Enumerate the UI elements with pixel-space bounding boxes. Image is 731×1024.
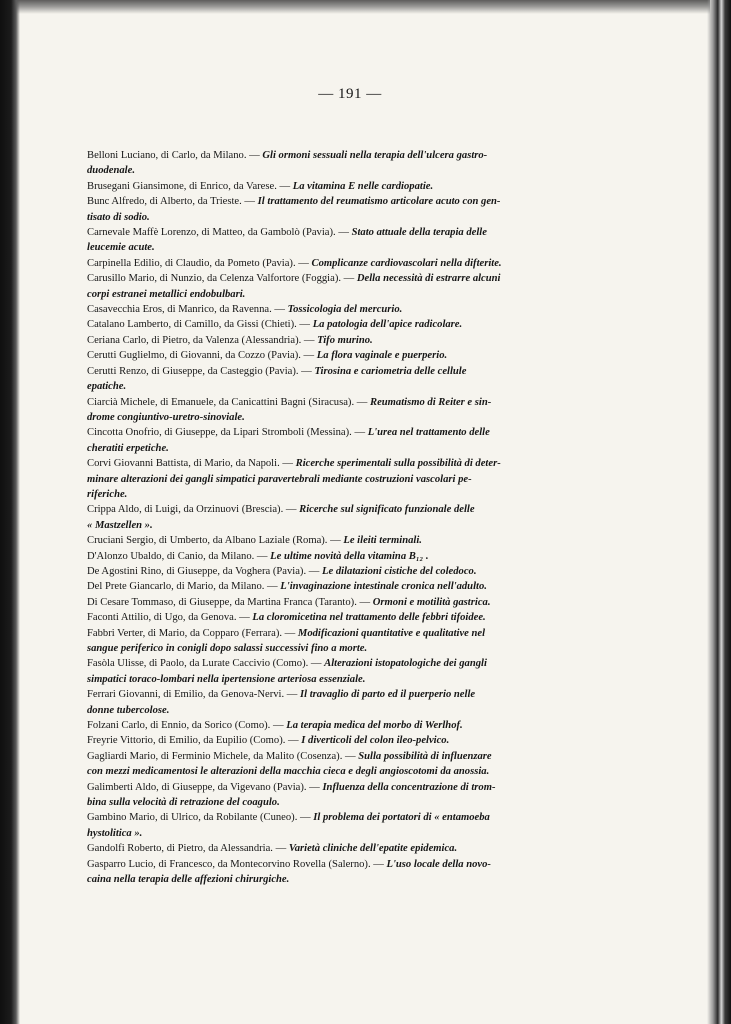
entry-author: Cerutti Guglielmo, di Giovanni, da Cozzo (Pavia). —	[87, 350, 315, 362]
entry-author: Catalano Lamberto, di Camillo, da Gissi (Chieti). —	[87, 319, 311, 331]
entry-title: Varietà cliniche dell'epatite epidemica.	[288, 843, 458, 855]
entry-title: L'urea nel trattamento delle	[367, 427, 490, 439]
thesis-entry	[87, 718, 627, 733]
entry-title: Ricerche sperimentali sulla possibilità di deter-	[295, 458, 501, 470]
entry-author: Casavecchia Eros, di Manrico, da Ravenna. —	[87, 304, 285, 316]
entry-author: Folzani Carlo, di Ennio, da Sorico (Como). —	[87, 720, 284, 732]
entry-title: La vitamina E nelle cardiopatie.	[292, 180, 434, 192]
entry-author: Fabbri Verter, di Mario, da Copparo (Ferrara). —	[87, 627, 296, 639]
entry-author: Gagliardi Mario, di Ferminio Michele, da Malito (Cosenza). —	[87, 750, 356, 762]
entry-title: Tirosina e cariometria delle cellule	[314, 365, 467, 377]
thesis-entry	[87, 564, 627, 579]
entry-title: Influenza della concentrazione di trom-	[322, 781, 496, 793]
entry-author: Cincotta Onofrio, di Giuseppe, da Lipari Stromboli (Messina). —	[87, 427, 366, 439]
entry-title: Tifo murino.	[317, 334, 373, 346]
thesis-entry	[87, 656, 627, 687]
entry-author: Gandolfi Roberto, di Pietro, da Alessandria. —	[87, 843, 287, 855]
entry-title-continuation: bina sulla velocità di retrazione del coagulo.	[87, 797, 280, 809]
entry-title: L'invaginazione intestinale cronica nell'adulto.	[280, 581, 487, 593]
entry-author: Corvi Giovanni Battista, di Mario, da Napoli. —	[87, 458, 293, 470]
entry-title: Modificazioni quantitative e qualitative nel	[297, 627, 486, 639]
entry-title: Il trattamento del reumatismo articolare acuto con gen-	[257, 196, 501, 208]
entry-author: Cruciani Sergio, di Umberto, da Albano Laziale (Roma). —	[87, 535, 341, 547]
thesis-entry	[87, 579, 627, 594]
entry-author: Fasòla Ulisse, di Paolo, da Lurate Caccivio (Como). —	[87, 658, 322, 670]
thesis-entry	[87, 317, 627, 332]
entry-author: Carpinella Edilio, di Claudio, da Pometo (Pavia). —	[87, 257, 309, 269]
thesis-entry	[87, 549, 627, 564]
entry-title: Complicanze cardiovascolari nella difterite.	[311, 257, 502, 269]
thesis-entry	[87, 148, 627, 179]
entry-title-continuation: sangue periferico in conigli dopo salassi successivi fino a morte.	[87, 643, 368, 654]
page-number: — 191 —	[318, 86, 382, 102]
entry-title: La flora vaginale e puerperio.	[316, 350, 448, 362]
entry-title-continuation: epatiche.	[87, 381, 127, 393]
entry-author: Ciarcià Michele, di Emanuele, da Canicattini Bagni (Siracusa). —	[87, 396, 368, 408]
entry-title: Gli ormoni sessuali nella terapia dell'ulcera gastro-	[262, 150, 488, 161]
entry-title: Reumatismo di Reiter e sin-	[370, 396, 492, 408]
entry-title: Tossicologia del mercurio.	[287, 304, 403, 316]
thesis-entry	[87, 179, 627, 194]
thesis-entry	[87, 841, 627, 856]
entry-title: Le ileiti terminali.	[343, 535, 422, 547]
thesis-entry	[87, 225, 627, 256]
entry-author: D'Alonzo Ubaldo, di Canio, da Milano. —	[87, 550, 268, 562]
thesis-entry	[87, 733, 627, 748]
entry-author: Ferrari Giovanni, di Emilio, da Genova-Nervi. —	[87, 689, 298, 701]
thesis-entry	[87, 333, 627, 348]
entry-title-continuation: duodenale.	[87, 165, 135, 177]
thesis-entry	[87, 857, 627, 888]
entry-title-continuation: donne tubercolose.	[87, 704, 170, 716]
entry-author: Belloni Luciano, di Carlo, da Milano. —	[87, 150, 260, 161]
thesis-entry	[87, 348, 627, 363]
entry-author: Carusillo Mario, di Nunzio, da Celenza Valfortore (Foggia). —	[87, 273, 355, 285]
entry-author: Bunc Alfredo, di Alberto, da Trieste. —	[87, 196, 256, 208]
entry-title: Ricerche sul significato funzionale delle	[299, 504, 475, 516]
thesis-entry	[87, 502, 627, 533]
thesis-entry	[87, 256, 627, 271]
thesis-entry	[87, 194, 627, 225]
entry-author: Di Cesare Tommaso, di Giuseppe, da Martina Franca (Taranto). —	[87, 596, 371, 608]
entry-title: Le dilatazioni cistiche del coledoco.	[322, 565, 477, 577]
thesis-entry	[87, 456, 627, 502]
entry-title: Ormoni e motilità gastrica.	[372, 596, 491, 608]
entry-author: De Agostini Rino, di Giuseppe, da Voghera (Pavia). —	[87, 565, 320, 577]
thesis-list	[87, 148, 627, 888]
entry-title: L'uso locale della novo-	[386, 858, 491, 870]
entry-title-continuation: con mezzi medicamentosi le alterazioni della macchia cieca e degli angioscotomi da anossia.	[87, 766, 490, 778]
entry-title: Sulla possibilità di influenzare	[358, 750, 492, 762]
entry-author: Faconti Attilio, di Ugo, da Genova. —	[87, 612, 250, 624]
thesis-entry	[87, 364, 627, 395]
entry-title-continuation: « Mastzellen ».	[87, 519, 153, 531]
thesis-entry	[87, 780, 627, 811]
entry-title: Le ultime novità della vitamina B₁₂ .	[270, 550, 429, 562]
thesis-entry	[87, 425, 627, 456]
entry-title: Stato attuale della terapia delle	[351, 227, 487, 239]
entry-title: La cloromicetina nel trattamento delle febbri tifoidee.	[252, 612, 486, 624]
entry-title-continuation: corpi estranei metallici endobulbari.	[87, 288, 246, 300]
thesis-entry	[87, 810, 627, 841]
entry-author: Crippa Aldo, di Luigi, da Orzinuovi (Brescia). —	[87, 504, 297, 516]
entry-author: Gasparro Lucio, di Francesco, da Montecorvino Rovella (Salerno). —	[87, 858, 384, 870]
thesis-entry	[87, 271, 627, 302]
entry-title: Il problema dei portatori di « entamoeba	[313, 812, 490, 824]
thesis-entry	[87, 302, 627, 317]
thesis-entry	[87, 610, 627, 625]
scan-right-edge	[707, 0, 731, 1024]
entry-title-continuation: drome congiuntivo-uretro-sinoviale.	[87, 411, 245, 423]
entry-title: La terapia medica del morbo di Werlhof.	[286, 720, 463, 732]
entry-title-continuation: minare alterazioni dei gangli simpatici paravertebrali mediante costruzioni vascolari pe-	[87, 473, 472, 485]
entry-title-continuation: riferiche.	[87, 488, 128, 500]
entry-title: La patologia dell'apice radicolare.	[312, 319, 463, 331]
entry-title: Il travaglio di parto ed il puerperio nelle	[300, 689, 476, 701]
entry-title-continuation: hystolitica ».	[87, 827, 143, 839]
entry-author: Cerutti Renzo, di Giuseppe, da Casteggio (Pavia). —	[87, 365, 312, 377]
thesis-entry	[87, 626, 627, 657]
entry-author: Del Prete Giancarlo, di Mario, da Milano. —	[87, 581, 278, 593]
thesis-entry	[87, 749, 627, 780]
entry-author: Carnevale Maffè Lorenzo, di Matteo, da Gambolò (Pavia). —	[87, 227, 349, 239]
entry-title: Alterazioni istopatologiche dei gangli	[324, 658, 487, 670]
entry-title: Della necessità di estrarre alcuni	[356, 273, 501, 285]
entry-title: I diverticoli del colon ileo-pelvico.	[301, 735, 450, 747]
entry-author: Ceriana Carlo, di Pietro, da Valenza (Alessandria). —	[87, 334, 315, 346]
scan-binding-edge	[0, 0, 20, 1024]
thesis-entry	[87, 533, 627, 548]
entry-title-continuation: caina nella terapia delle affezioni chirurgiche.	[87, 874, 290, 886]
thesis-entry	[87, 395, 627, 426]
entry-author: Freyrie Vittorio, di Emilio, da Eupilio (Como). —	[87, 735, 299, 747]
thesis-entry	[87, 687, 627, 718]
entry-title-continuation: simpatici toraco-lombari nella ipertensione arteriosa essenziale.	[87, 673, 366, 685]
scan-top-edge	[10, 0, 710, 14]
entry-author: Gambino Mario, di Ulrico, da Robilante (Cuneo). —	[87, 812, 311, 824]
entry-title-continuation: tisato di sodio.	[87, 211, 150, 223]
entry-title-continuation: cheratiti erpetiche.	[87, 442, 169, 454]
entry-title-continuation: leucemie acute.	[87, 242, 155, 254]
thesis-entry	[87, 595, 627, 610]
entry-author: Galimberti Aldo, di Giuseppe, da Vigevano (Pavia). —	[87, 781, 320, 793]
entry-author: Brusegani Giansimone, di Enrico, da Varese. —	[87, 180, 291, 192]
